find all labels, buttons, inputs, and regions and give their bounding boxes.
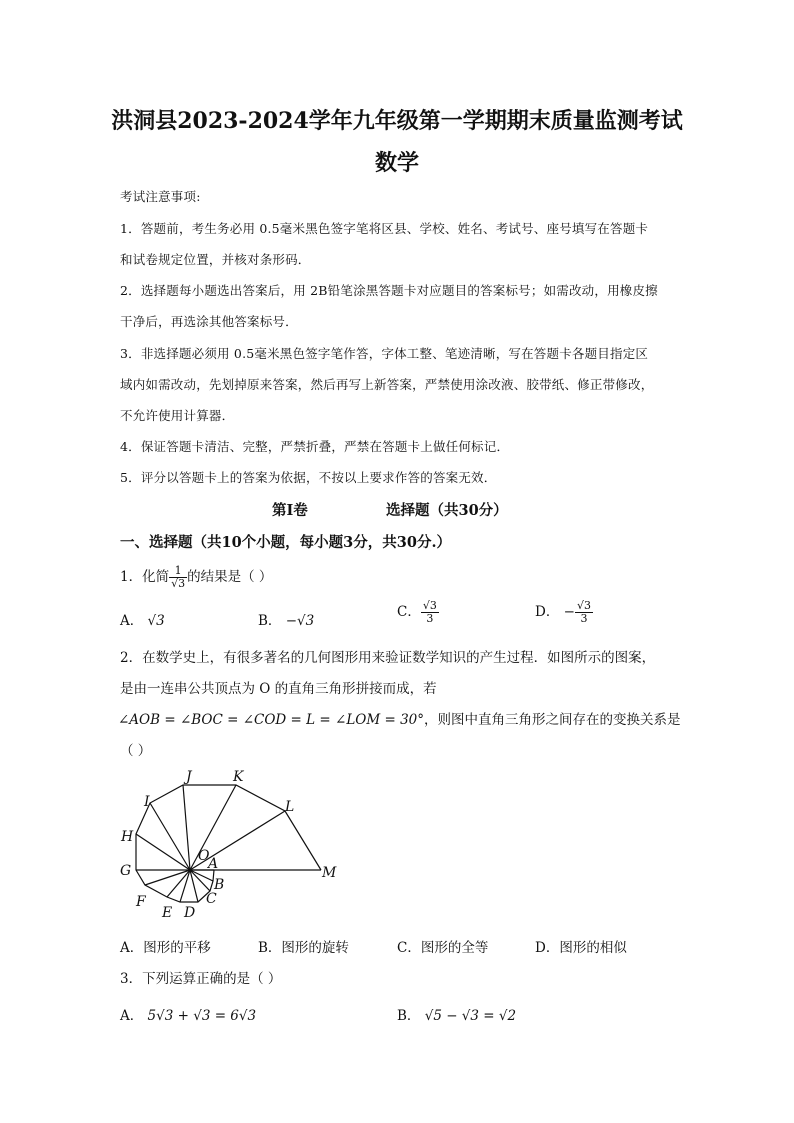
figure-label-o: O — [198, 848, 210, 864]
figure-label-k: K — [233, 769, 244, 785]
option-b[interactable]: B． √5 − √3 = √2 — [397, 1008, 517, 1024]
option-a[interactable]: A． 5√3 + √3 = 6√3 — [120, 1008, 257, 1024]
notice-line: 和试卷规定位置，并核对条形码． — [120, 252, 311, 267]
notice-line: 不允许使用计算器． — [120, 408, 235, 423]
figure-label-c: C — [206, 891, 217, 907]
option-a[interactable]: A．图形的平移 — [120, 940, 211, 956]
figure-label-b: B — [214, 877, 225, 893]
figure-label-j: J — [186, 769, 192, 785]
figure-label-a: A — [208, 856, 219, 872]
part-name: 选择题（共30分） — [386, 502, 508, 519]
question-2-line: 是由一连串公共顶点为 O 的直角三角形拼接而成，若 — [120, 681, 437, 697]
question-3-stem: 3．下列运算正确的是（ ） — [120, 971, 282, 987]
question-1-stem: 1．化简 $\frac{1}{√3}$ 的结果是（ ） — [120, 564, 273, 590]
notice-line: 2．选择题每小题选出答案后，用 2B铅笔涂黑答题卡对应题目的答案标号；如需改动，用橡皮擦 — [120, 283, 658, 298]
notice-line: 1．答题前，考生务必用 0.5毫米黑色签字笔将区县、学校、姓名、考试号、座号填写在答题卡 — [120, 221, 649, 236]
figure-label-f: F — [136, 894, 146, 910]
figure-label-h: H — [121, 829, 134, 845]
option-c[interactable]: C． $\frac{√3}{3}$ — [397, 599, 437, 625]
figure-label-l: L — [285, 799, 295, 815]
option-b[interactable]: B． −√3 — [258, 613, 315, 629]
question-2-line: 2．在数学史上，有很多著名的几何图形用来验证数学知识的产生过程．如图所示的图案， — [120, 650, 656, 666]
fraction: $\frac{1}{√3}$ — [171, 564, 186, 590]
notice-line: 5．评分以答题卡上的答案为依据，不按以上要求作答的答案无效． — [120, 470, 497, 485]
option-d[interactable]: D．图形的相似 — [535, 940, 627, 956]
option-c[interactable]: C．图形的全等 — [397, 940, 489, 956]
figure-label-m: M — [322, 865, 337, 881]
section-heading: 一、选择题（共10个小题，每小题3分，共30分.） — [120, 534, 451, 551]
part-volume: 第Ⅰ卷 — [272, 502, 308, 519]
notice-heading: 考试注意事项: — [120, 189, 201, 204]
option-a[interactable]: A． √3 — [120, 613, 165, 629]
figure-label-i: I — [144, 794, 150, 810]
question-2-line: ∠AOB = ∠BOC = ∠COD = L = ∠LOM = 30°，则图中直角三角形之间存在的变换关系是 — [118, 712, 681, 728]
subject-title: 数学 — [374, 150, 419, 176]
option-b[interactable]: B．图形的旋转 — [258, 940, 349, 956]
figure-label-g: G — [120, 863, 132, 879]
option-d[interactable]: D． − $\frac{√3}{3}$ — [535, 599, 591, 625]
figure-label-d: D — [184, 905, 196, 921]
notice-line: 3．非选择题必须用 0.5毫米黑色签字笔作答，字体工整、笔迹清晰，写在答题卡各题目指定区 — [120, 346, 649, 361]
notice-line: 4．保证答题卡清洁、完整，严禁折叠，严禁在答题卡上做任何标记． — [120, 439, 510, 454]
question-2-line: （ ） — [120, 743, 152, 759]
notice-line: 干净后，再选涂其他答案标号． — [120, 314, 298, 329]
notice-line: 域内如需改动，先划掉原来答案，然后再写上新答案，严禁使用涂改液、胶带纸、修正带修改， — [120, 377, 654, 392]
spiral-triangles-figure — [110, 765, 350, 925]
figure-label-e: E — [162, 905, 173, 921]
exam-title: 洪洞县2023-2024学年九年级第一学期期末质量监测考试 — [111, 108, 683, 134]
